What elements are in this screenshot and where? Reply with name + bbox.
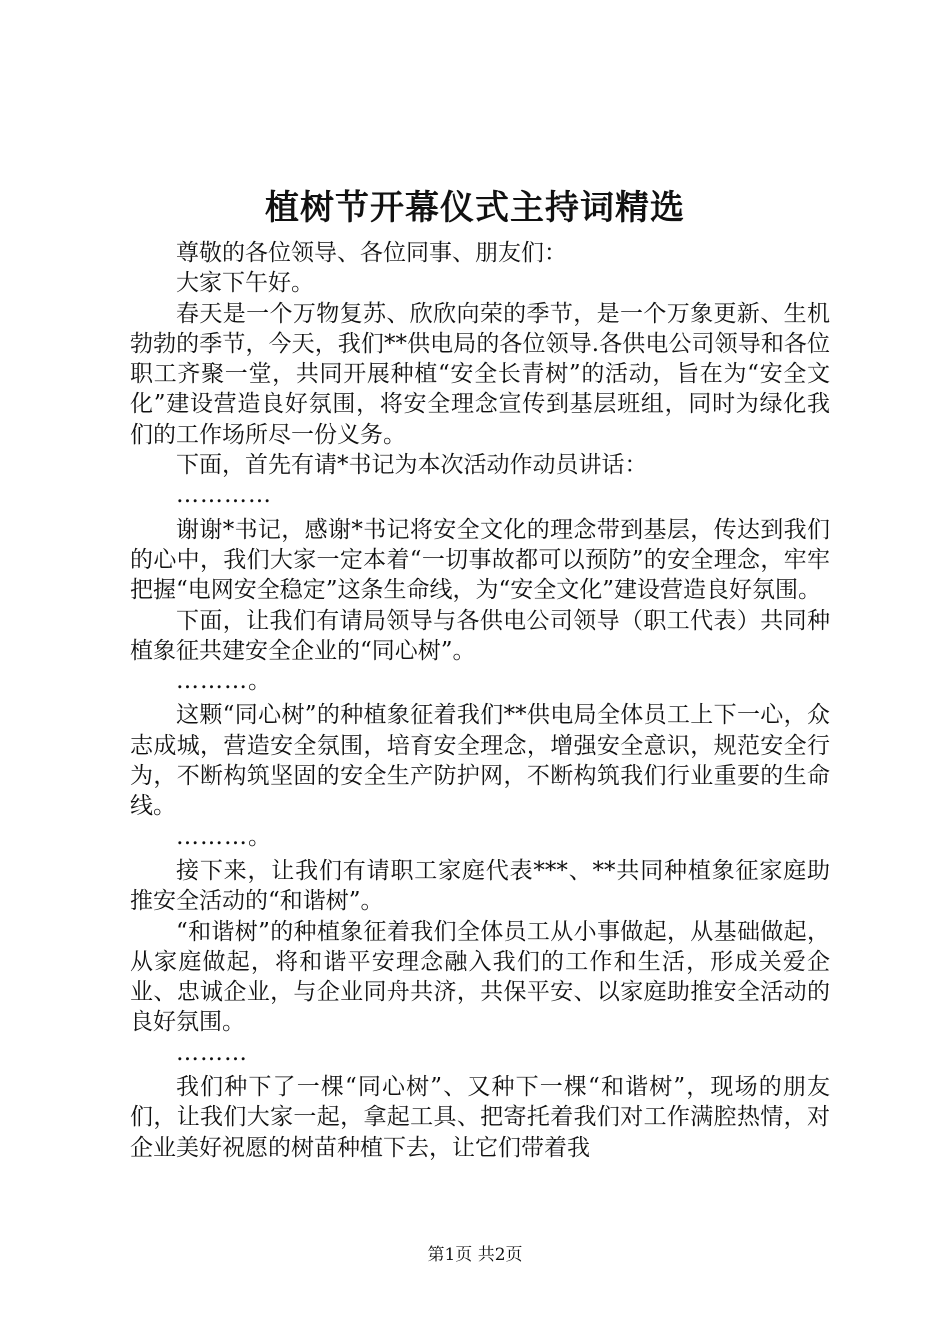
ellipsis-line: ………。	[176, 823, 272, 850]
opening-paragraph: 大家下午好。	[176, 270, 314, 297]
tongxin-invite-paragraph: 下面，让我们有请局领导与各供电公司领导（职工代表）共同种植象征共建安全企业的“同心树”。	[130, 607, 830, 664]
tongxin-meaning-paragraph: 这颗“同心树”的种植象征着我们**供电局全体员工上下一心，众志成城，营造安全氛围，培育安全理念，增强安全意识，规范安全行为，不断构筑坚固的安全生产防护网，不断构筑我们行业重要的生命线。	[130, 702, 830, 820]
document-body	[130, 238, 830, 1163]
greeting-paragraph: 尊敬的各位领导、各位同事、朋友们：	[176, 240, 567, 266]
hexie-invite-paragraph: 接下来，让我们有请职工家庭代表***、**共同种植象征家庭助推安全活动的“和谐树”。	[130, 857, 830, 915]
ellipsis-line: ………。	[176, 668, 272, 695]
document-title: 植树节开幕仪式主持词精选	[265, 188, 685, 228]
invite-secretary-paragraph: 下面，首先有请*书记为本次活动作动员讲话：	[176, 452, 648, 479]
spring-paragraph: 春天是一个万物复苏、欣欣向荣的季节，是一个万象更新、生机勃勃的季节，今天，我们**供电局的各位领导.各供电公司领导和各位职工齐聚一堂，共同开展种植“安全长青树”的活动，旨在为“安全文化”建设营造良好氛围，将安全理念宣传到基层班组，同时为绿化我们的工作场所尽一份义务。	[130, 300, 830, 448]
closing-paragraph: 我们种下了一棵“同心树”、又种下一棵“和谐树”，现场的朋友们，让我们大家一起，拿起工具、把寄托着我们对工作满腔热情，对企业美好祝愿的树苗种植下去，让它们带着我	[130, 1074, 830, 1161]
hexie-meaning-paragraph: “和谐树”的种植象征着我们全体员工从小事做起，从基础做起，从家庭做起，将和谐平安理念融入我们的工作和生活，形成关爱企业、忠诚企业，与企业同舟共济，共保平安、以家庭助推安全活动的良好氛围。	[130, 918, 830, 1036]
page-number: 第1页 共2页	[427, 1245, 523, 1265]
ellipsis-line: …………	[176, 482, 272, 509]
thanks-paragraph: 谢谢*书记，感谢*书记将安全文化的理念带到基层，传达到我们的心中，我们大家一定本着“一切事故都可以预防”的安全理念，牢牢把握“电网安全稳定”这条生命线，为“安全文化”建设营造良好氛围。	[130, 516, 830, 604]
ellipsis-line: ………	[176, 1039, 248, 1066]
